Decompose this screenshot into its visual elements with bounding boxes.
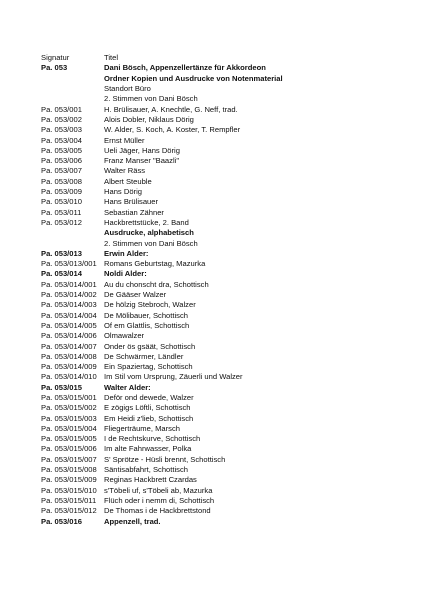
inventory-row xyxy=(41,321,401,331)
inventory-row xyxy=(41,146,401,156)
row-titel: Dani Bösch, Appenzellertänze für Akkordeon xyxy=(104,63,266,73)
row-titel: Ein Spaziertag, Schottisch xyxy=(104,362,193,372)
row-signatur: Pa. 053/012 xyxy=(41,217,82,227)
row-titel: Ernst Müller xyxy=(104,135,145,145)
inventory-row xyxy=(41,259,401,269)
row-titel: Walter Alder: xyxy=(104,382,151,392)
row-titel: I de Rechtskurve, Schottisch xyxy=(104,434,201,444)
row-signatur: Pa. 053/014/001 xyxy=(41,279,97,289)
row-signatur: Pa. 053/014/010 xyxy=(41,372,97,382)
row-titel: Walter Räss xyxy=(104,166,146,176)
row-signatur: Pa. 053/010 xyxy=(41,197,82,207)
inventory-row xyxy=(41,311,401,321)
row-titel: Em Heidi z'lieb, Schottisch xyxy=(104,413,194,423)
inventory-row xyxy=(41,94,401,104)
inventory-row xyxy=(41,486,401,496)
inventory-row xyxy=(41,444,401,454)
row-titel: Im Stil vom Ursprung, Zäuerli und Walzer xyxy=(104,372,243,382)
inventory-row xyxy=(41,455,401,465)
inventory-row xyxy=(41,465,401,475)
row-titel: Ausdrucke, alphabetisch xyxy=(104,228,194,238)
row-titel: Appenzell, trad. xyxy=(104,516,161,526)
inventory-row xyxy=(41,105,401,115)
row-signatur: Pa. 053/014 xyxy=(41,269,82,279)
row-signatur: Pa. 053/009 xyxy=(41,187,82,197)
row-titel: s'Töbeli uf, s'Töbeli ab, Mazurka xyxy=(104,485,213,495)
row-titel: S' Sprötze - Hüsli brennt, Schottisch xyxy=(104,454,226,464)
row-signatur: Pa. 053/005 xyxy=(41,145,82,155)
row-titel: Of em Glattlis, Schottisch xyxy=(104,320,190,330)
row-signatur: Pa. 053/014/006 xyxy=(41,331,97,341)
row-titel: Ueli Jäger, Hans Dörig xyxy=(104,145,180,155)
row-signatur: Pa. 053/015/001 xyxy=(41,392,97,402)
column-header-row xyxy=(41,53,401,63)
inventory-row xyxy=(41,280,401,290)
inventory-row xyxy=(41,372,401,382)
row-titel: De Mölibauer, Schottisch xyxy=(104,310,188,320)
inventory-row xyxy=(41,249,401,259)
row-titel: 2. Stimmen von Dani Bösch xyxy=(104,94,198,104)
row-signatur: Pa. 053/014/003 xyxy=(41,300,97,310)
row-signatur: Pa. 053/008 xyxy=(41,176,82,186)
row-signatur: Pa. 053/015/009 xyxy=(41,475,97,485)
row-signatur: Pa. 053 xyxy=(41,63,68,73)
row-signatur: Pa. 053/014/002 xyxy=(41,290,97,300)
column-header-titel: Titel xyxy=(104,53,119,62)
row-signatur xyxy=(41,74,104,84)
row-signatur: Pa. 053/015/007 xyxy=(41,454,97,464)
row-signatur: Pa. 053/015/006 xyxy=(41,444,97,454)
inventory-row xyxy=(41,239,401,249)
row-titel: Franz Manser "Baazli" xyxy=(104,156,180,166)
row-signatur: Pa. 053/015/004 xyxy=(41,423,97,433)
row-signatur xyxy=(41,94,104,104)
row-signatur: Pa. 053/002 xyxy=(41,114,82,124)
inventory-row xyxy=(41,115,401,125)
inventory-row xyxy=(41,331,401,341)
inventory-row xyxy=(41,496,401,506)
row-titel: Deför ond dewede, Walzer xyxy=(104,392,194,402)
inventory-row xyxy=(41,84,401,94)
row-signatur: Pa. 053/004 xyxy=(41,135,82,145)
inventory-row xyxy=(41,393,401,403)
row-signatur: Pa. 053/006 xyxy=(41,156,82,166)
inventory-row xyxy=(41,166,401,176)
row-titel: Albert Steuble xyxy=(104,176,152,186)
inventory-row xyxy=(41,434,401,444)
row-signatur: Pa. 053/001 xyxy=(41,104,82,114)
row-titel: De Gääser Walzer xyxy=(104,290,167,300)
row-signatur: Pa. 053/011 xyxy=(41,207,82,217)
row-titel: Hackbrettstücke, 2. Band xyxy=(104,217,189,227)
row-titel: Im alte Fahrwasser, Polka xyxy=(104,444,192,454)
row-signatur: Pa. 053/015/005 xyxy=(41,434,97,444)
row-titel: E zögigs Löftli, Schottisch xyxy=(104,403,191,413)
inventory-row xyxy=(41,63,401,73)
row-signatur: Pa. 053/015/011 xyxy=(41,495,97,505)
inventory-row xyxy=(41,177,401,187)
row-titel: H. Brülisauer, A. Knechtle, G. Neff, trad. xyxy=(104,104,238,114)
column-header-signatur: Signatur xyxy=(41,53,70,62)
row-titel: Alois Dobler, Niklaus Dörig xyxy=(104,114,194,124)
row-titel: Onder ös gsäät, Schottisch xyxy=(104,341,196,351)
row-titel: De Schwärmer, Ländler xyxy=(104,351,184,361)
row-titel: Säntisabfahrt, Schottisch xyxy=(104,465,188,475)
inventory-row xyxy=(41,197,401,207)
inventory-row xyxy=(41,424,401,434)
inventory-row xyxy=(41,290,401,300)
row-signatur xyxy=(41,228,104,238)
row-titel: Olmawalzer xyxy=(104,331,145,341)
row-signatur: Pa. 053/016 xyxy=(41,516,82,526)
inventory-row xyxy=(41,383,401,393)
row-titel: Hans Brülisauer xyxy=(104,197,159,207)
row-titel: Noldi Alder: xyxy=(104,269,147,279)
inventory-list xyxy=(41,53,401,527)
row-signatur: Pa. 053/015/012 xyxy=(41,506,97,516)
inventory-row xyxy=(41,208,401,218)
inventory-row xyxy=(41,74,401,84)
inventory-row xyxy=(41,475,401,485)
row-titel: Standort Büro xyxy=(104,84,151,94)
row-signatur xyxy=(41,239,104,249)
row-signatur: Pa. 053/015/010 xyxy=(41,485,97,495)
row-signatur: Pa. 053/013 xyxy=(41,248,82,258)
row-titel: Romans Geburtstag, Mazurka xyxy=(104,259,206,269)
row-titel: Ordner Kopien und Ausdrucke von Notenmaterial xyxy=(104,73,283,83)
row-signatur xyxy=(41,84,104,94)
row-titel: Au du chonscht dra, Schottisch xyxy=(104,279,209,289)
inventory-row xyxy=(41,187,401,197)
row-titel: W. Alder, S. Koch, A. Koster, T. Rempfler xyxy=(104,125,241,135)
inventory-row xyxy=(41,136,401,146)
row-titel: Fliegerträume, Marsch xyxy=(104,423,180,433)
row-signatur: Pa. 053/015/002 xyxy=(41,403,97,413)
row-titel: Reginas Hackbrett Czardas xyxy=(104,475,197,485)
inventory-row xyxy=(41,228,401,238)
inventory-row xyxy=(41,342,401,352)
row-signatur: Pa. 053/015/003 xyxy=(41,413,97,423)
row-signatur: Pa. 053/014/008 xyxy=(41,351,97,361)
row-signatur: Pa. 053/014/009 xyxy=(41,362,97,372)
row-signatur: Pa. 053/014/007 xyxy=(41,341,97,351)
row-signatur: Pa. 053/014/004 xyxy=(41,310,97,320)
inventory-row xyxy=(41,218,401,228)
row-titel: De Thomas i de Hackbrettstond xyxy=(104,506,211,516)
row-signatur: Pa. 053/015 xyxy=(41,382,82,392)
inventory-rows xyxy=(41,63,401,526)
row-titel: 2. Stimmen von Dani Bösch xyxy=(104,238,198,248)
row-titel: Flüch oder i nemm di, Schottisch xyxy=(104,495,215,505)
inventory-row xyxy=(41,269,401,279)
row-signatur: Pa. 053/007 xyxy=(41,166,82,176)
inventory-row xyxy=(41,362,401,372)
inventory-row xyxy=(41,517,401,527)
inventory-row xyxy=(41,300,401,310)
row-titel: Hans Dörig xyxy=(104,187,142,197)
row-signatur: Pa. 053/003 xyxy=(41,125,82,135)
inventory-row xyxy=(41,506,401,516)
row-signatur: Pa. 053/015/008 xyxy=(41,465,97,475)
inventory-row xyxy=(41,403,401,413)
row-titel: Sebastian Zähner xyxy=(104,207,164,217)
row-signatur: Pa. 053/013/001 xyxy=(41,259,97,269)
inventory-row xyxy=(41,156,401,166)
row-titel: De hölzig Stebroch, Walzer xyxy=(104,300,196,310)
inventory-row xyxy=(41,414,401,424)
row-titel: Erwin Alder: xyxy=(104,248,149,258)
row-signatur: Pa. 053/014/005 xyxy=(41,320,97,330)
inventory-row xyxy=(41,352,401,362)
inventory-row xyxy=(41,125,401,135)
